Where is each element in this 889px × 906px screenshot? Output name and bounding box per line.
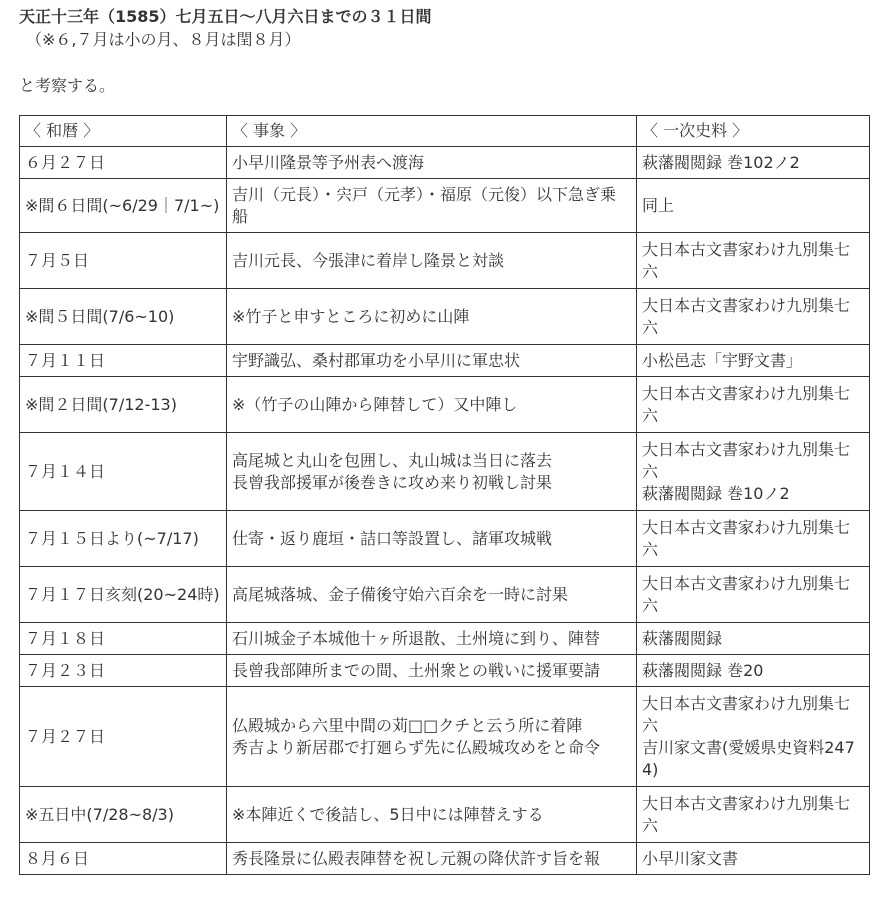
- cell-source: [637, 567, 870, 623]
- header-date: 〈 和暦 〉: [20, 116, 227, 147]
- cell-source: [637, 289, 870, 345]
- cell-event: [227, 179, 637, 233]
- cell-date: [20, 511, 227, 567]
- conclusion-text: と考察する。: [19, 76, 116, 95]
- table-row: [20, 567, 870, 623]
- cell-date-line: ７月２７日: [25, 726, 106, 746]
- table-row: [20, 687, 870, 787]
- cell-event-line: 高尾城落城、金子備後守始六百余を一時に討果: [232, 584, 569, 604]
- cell-source: [637, 623, 870, 655]
- cell-source: [637, 655, 870, 687]
- cell-event-line: ※（竹子の山陣から陣替して）又中陣し: [232, 394, 518, 414]
- cell-date-line: ７月２３日: [25, 660, 106, 680]
- cell-event-line: 高尾城と丸山を包囲し、丸山城は当日に落去: [232, 450, 553, 470]
- cell-date-line: ６月２７日: [25, 152, 106, 172]
- cell-date-line: ※五日中(7/28~8/3): [25, 804, 174, 824]
- cell-date: [20, 179, 227, 233]
- cell-event-line: 秀長隆景に仏殿表陣替を祝し元親の降伏許す旨を報: [232, 848, 601, 868]
- cell-event: [227, 147, 637, 179]
- cell-source-line: 大日本古文書家わけ九別集七六: [642, 239, 851, 281]
- cell-event-line: 長曾我部援軍が後巻きに攻め来り初戦し討果: [232, 472, 553, 492]
- cell-event: [227, 567, 637, 623]
- cell-event: [227, 345, 637, 377]
- cell-event-line: 秀吉より新居郡で打廻らず先に仏殿城攻めをと命令: [232, 737, 601, 757]
- cell-source: [637, 433, 870, 511]
- cell-source: [637, 179, 870, 233]
- cell-source-line: 大日本古文書家わけ九別集七六: [642, 439, 851, 481]
- cell-source: [637, 377, 870, 433]
- cell-date: [20, 687, 227, 787]
- cell-source-line: 大日本古文書家わけ九別集七六: [642, 573, 851, 615]
- cell-date: [20, 567, 227, 623]
- cell-date: [20, 843, 227, 875]
- cell-date-line: ７月１５日より(~7/17): [25, 528, 199, 548]
- cell-source-line: 小早川家文書: [642, 848, 739, 868]
- cell-date-line: ７月１１日: [25, 350, 106, 370]
- cell-event-line: 小早川隆景等予州表へ渡海: [232, 152, 425, 172]
- cell-event-line: 吉川元長、今張津に着岸し隆景と対談: [232, 250, 505, 270]
- cell-date: [20, 433, 227, 511]
- cell-date: [20, 345, 227, 377]
- table-row: [20, 377, 870, 433]
- cell-event-line: ※竹子と申すところに初めに山陣: [232, 306, 470, 326]
- cell-date-line: ※間５日間(7/6~10): [25, 306, 175, 326]
- cell-source-line: 大日本古文書家わけ九別集七六: [642, 793, 851, 835]
- cell-source: [637, 345, 870, 377]
- cell-source: [637, 787, 870, 843]
- cell-event-line: 宇野識弘、桑村郡軍功を小早川に軍忠状: [232, 350, 521, 370]
- cell-event-line: 吉川（元長）・宍戸（元孝）・福原（元俊）以下急ぎ乗船: [232, 184, 617, 226]
- cell-source-line: 萩藩閥閲録 巻20: [642, 660, 764, 680]
- table-row: [20, 843, 870, 875]
- cell-date: [20, 377, 227, 433]
- header-event: 〈 事象 〉: [227, 116, 637, 147]
- cell-date-line: ※間６日間(~6/29｜7/1~): [25, 195, 220, 215]
- cell-event: [227, 233, 637, 289]
- cell-source-line: 大日本古文書家わけ九別集七六: [642, 295, 851, 337]
- cell-event: [227, 655, 637, 687]
- table-row: [20, 623, 870, 655]
- table-row: [20, 433, 870, 511]
- cell-event-line: 仏殿城から六里中間の苅□□クチと云う所に着陣: [232, 715, 583, 735]
- page-title: 天正十三年（1585）七月五日～八月六日までの３１日間: [19, 7, 432, 26]
- table-row: [20, 655, 870, 687]
- table-row: [20, 289, 870, 345]
- table-row: [20, 787, 870, 843]
- cell-event: [227, 289, 637, 345]
- cell-date-line: ８月６日: [25, 848, 90, 868]
- cell-source-line: 大日本古文書家わけ九別集七六: [642, 693, 851, 735]
- cell-date-line: ７月５日: [25, 250, 90, 270]
- cell-event: [227, 511, 637, 567]
- page-subtitle: （※６,７月は小の月、８月は閏８月）: [26, 30, 301, 49]
- cell-source-line: 大日本古文書家わけ九別集七六: [642, 517, 851, 559]
- cell-source-line: 萩藩閥閲録: [642, 628, 723, 648]
- cell-source-line: 吉川家文書(愛媛県史資料2474): [642, 737, 855, 779]
- cell-event: [227, 843, 637, 875]
- cell-event-line: ※本陣近くで後詰し、5日中には陣替えする: [232, 804, 544, 824]
- table-row: [20, 179, 870, 233]
- table-header-row: [20, 116, 870, 147]
- cell-source-line: 小松邑志「宇野文書」: [642, 350, 803, 370]
- cell-source: [637, 687, 870, 787]
- cell-source-line: 同上: [642, 195, 675, 215]
- cell-event: [227, 377, 637, 433]
- cell-event: [227, 787, 637, 843]
- cell-source: [637, 233, 870, 289]
- cell-event-line: 長曾我部陣所までの間、土州衆との戦いに援軍要請: [232, 660, 601, 680]
- cell-date: [20, 787, 227, 843]
- cell-date-line: ７月１７日亥刻(20~24時): [25, 584, 220, 604]
- cell-event-line: 仕寄・返り鹿垣・詰口等設置し、諸軍攻城戦: [232, 528, 553, 548]
- cell-date: [20, 147, 227, 179]
- cell-date-line: ※間２日間(7/12-13): [25, 394, 177, 414]
- table-row: [20, 147, 870, 179]
- cell-event-line: 石川城金子本城他十ヶ所退散、土州境に到り、陣替: [232, 628, 601, 648]
- cell-date: [20, 623, 227, 655]
- cell-source: [637, 147, 870, 179]
- cell-date: [20, 233, 227, 289]
- cell-date: [20, 289, 227, 345]
- table-row: [20, 233, 870, 289]
- cell-source: [637, 843, 870, 875]
- cell-event: [227, 433, 637, 511]
- table-row: [20, 511, 870, 567]
- cell-source-line: 大日本古文書家わけ九別集七六: [642, 383, 851, 425]
- cell-source-line: 萩藩閥閲録 巻102ノ2: [642, 152, 800, 172]
- cell-source: [637, 511, 870, 567]
- cell-event: [227, 687, 637, 787]
- cell-date-line: ７月１４日: [25, 461, 106, 481]
- cell-event: [227, 623, 637, 655]
- table-body: [20, 147, 870, 875]
- events-table: [19, 115, 870, 875]
- cell-source-line: 萩藩閥閲録 巻10ノ2: [642, 483, 790, 503]
- cell-date: [20, 655, 227, 687]
- header-source: 〈 一次史料 〉: [637, 116, 870, 147]
- cell-date-line: ７月１８日: [25, 628, 106, 648]
- table-row: [20, 345, 870, 377]
